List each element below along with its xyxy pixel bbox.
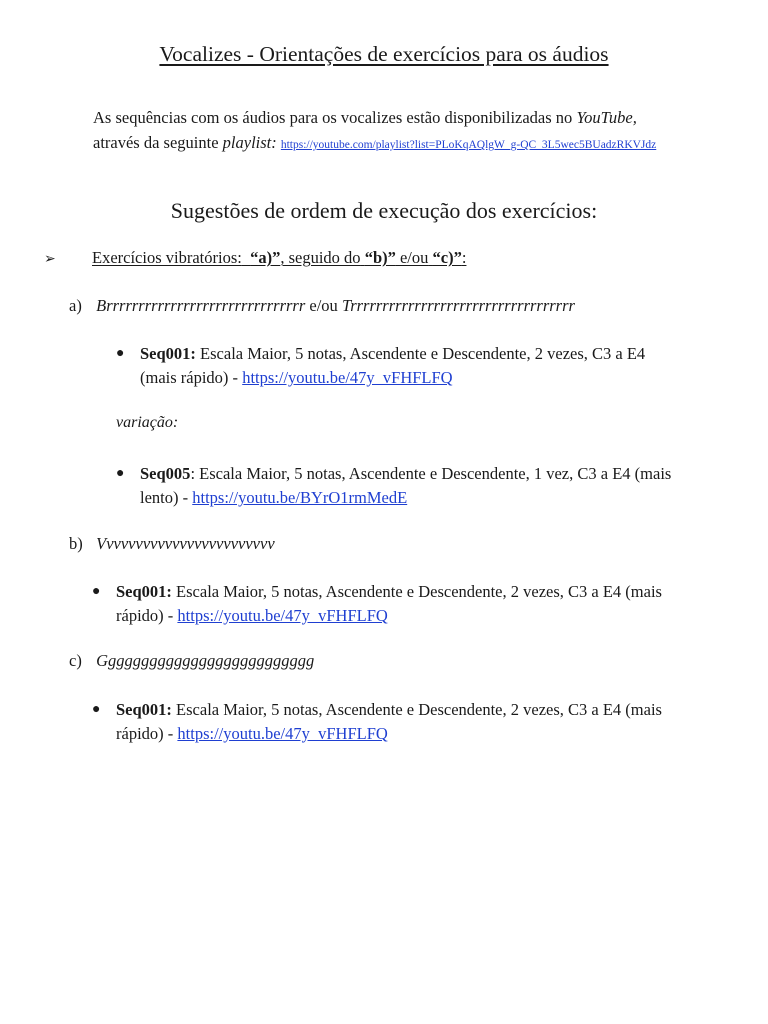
seq-code: Seq001: xyxy=(116,700,172,719)
seq-description: Escala Maior, 5 notas, Ascendente e Descendente, 2 vezes, C3 a E4 xyxy=(200,344,646,363)
vibratory-heading-text xyxy=(92,248,466,267)
ref-a: “a)” xyxy=(250,248,281,267)
item-b-label: b) xyxy=(69,534,83,553)
item-b-sound: Vvvvvvvvvvvvvvvvvvvvvvvv xyxy=(96,534,275,553)
vibratory-exercises-heading xyxy=(44,248,466,268)
bullet-line-1 xyxy=(140,462,740,486)
item-c xyxy=(69,651,314,671)
intro-line-2 xyxy=(93,130,733,158)
heading-end: : xyxy=(461,248,467,267)
item-a-bullet-seq005 xyxy=(116,462,740,510)
seq001-link[interactable]: https://youtu.be/47y_vFHFLFQ xyxy=(177,724,388,743)
intro-line-1 xyxy=(93,105,733,130)
bullet-line-1 xyxy=(116,580,736,604)
item-c-bullet-seq001 xyxy=(92,698,736,746)
heading-lead: Exercícios vibratórios: xyxy=(92,248,242,267)
seq-description: : Escala Maior, 5 notas, Ascendente e Descendente, 1 vez, C3 a E4 (mais xyxy=(190,464,672,483)
document-title: Vocalizes - Orientações de exercícios para os áudios xyxy=(159,42,609,66)
bullet-dot-icon: ● xyxy=(92,702,101,717)
item-a xyxy=(69,296,575,316)
variation-label: variação: xyxy=(116,414,179,431)
ref-b: “b)” xyxy=(364,248,396,267)
item-c-label: c) xyxy=(69,651,82,670)
bullet-dot-icon: ● xyxy=(116,346,125,361)
ref-c: “c)” xyxy=(432,248,462,267)
item-a-join: e/ou xyxy=(309,296,338,315)
seq-code: Seq001: xyxy=(140,344,196,363)
playlist-word: playlist: xyxy=(222,133,277,152)
item-c-sound: Gggggggggggggggggggggggggg xyxy=(96,651,315,670)
seq-description: Escala Maior, 5 notas, Ascendente e Descendente, 2 vezes, C3 a E4 (mais xyxy=(176,582,662,601)
bullet-line-1 xyxy=(140,342,740,366)
section-subtitle: Sugestões de ordem de execução dos exercícios: xyxy=(170,198,598,223)
heading-mid-2: e/ou xyxy=(399,248,429,267)
seq001-link[interactable]: https://youtu.be/47y_vFHFLFQ xyxy=(242,368,453,387)
seq-code: Seq001: xyxy=(116,582,172,601)
item-a-bullet-seq001 xyxy=(116,342,740,390)
seq-description: Escala Maior, 5 notas, Ascendente e Descendente, 2 vezes, C3 a E4 (mais xyxy=(176,700,662,719)
bullet-line-2 xyxy=(116,722,736,746)
seq-description-cont: rápido) - xyxy=(116,606,174,625)
item-b xyxy=(69,534,275,554)
item-a-sound-1: Brrrrrrrrrrrrrrrrrrrrrrrrrrrrrrr xyxy=(96,296,306,315)
seq001-link[interactable]: https://youtu.be/47y_vFHFLFQ xyxy=(177,606,388,625)
playlist-link[interactable]: https://youtube.com/playlist?list=PLoKqAQlgW_g-QC_3L5wec5BUadzRKVJdz xyxy=(280,139,657,151)
seq005-link[interactable]: https://youtu.be/BYrO1rmMedE xyxy=(192,488,408,507)
item-a-label: a) xyxy=(69,296,82,315)
intro-line-2-text: através da seguinte xyxy=(93,133,219,152)
bullet-line-2 xyxy=(140,486,740,510)
bullet-line-1 xyxy=(116,698,736,722)
seq-description-cont: lento) - xyxy=(140,488,189,507)
seq-code: Seq005 xyxy=(140,464,191,483)
bullet-line-2 xyxy=(140,366,740,390)
seq-description-cont: (mais rápido) - xyxy=(140,368,239,387)
item-a-sound-2: Trrrrrrrrrrrrrrrrrrrrrrrrrrrrrrrrrrr xyxy=(341,296,575,315)
intro-line-1-text: As sequências com os áudios para os vocalizes estão disponibilizadas no xyxy=(93,108,573,127)
youtube-word: YouTube, xyxy=(576,108,637,127)
item-b-bullet-seq001 xyxy=(92,580,736,628)
intro-paragraph xyxy=(93,105,733,158)
seq-description-cont: rápido) - xyxy=(116,724,174,743)
bullet-dot-icon: ● xyxy=(92,584,101,599)
bullet-dot-icon: ● xyxy=(116,466,125,481)
heading-mid-1: , seguido do xyxy=(280,248,361,267)
bullet-line-2 xyxy=(116,604,736,628)
arrow-bullet-icon: ➢ xyxy=(44,252,56,267)
